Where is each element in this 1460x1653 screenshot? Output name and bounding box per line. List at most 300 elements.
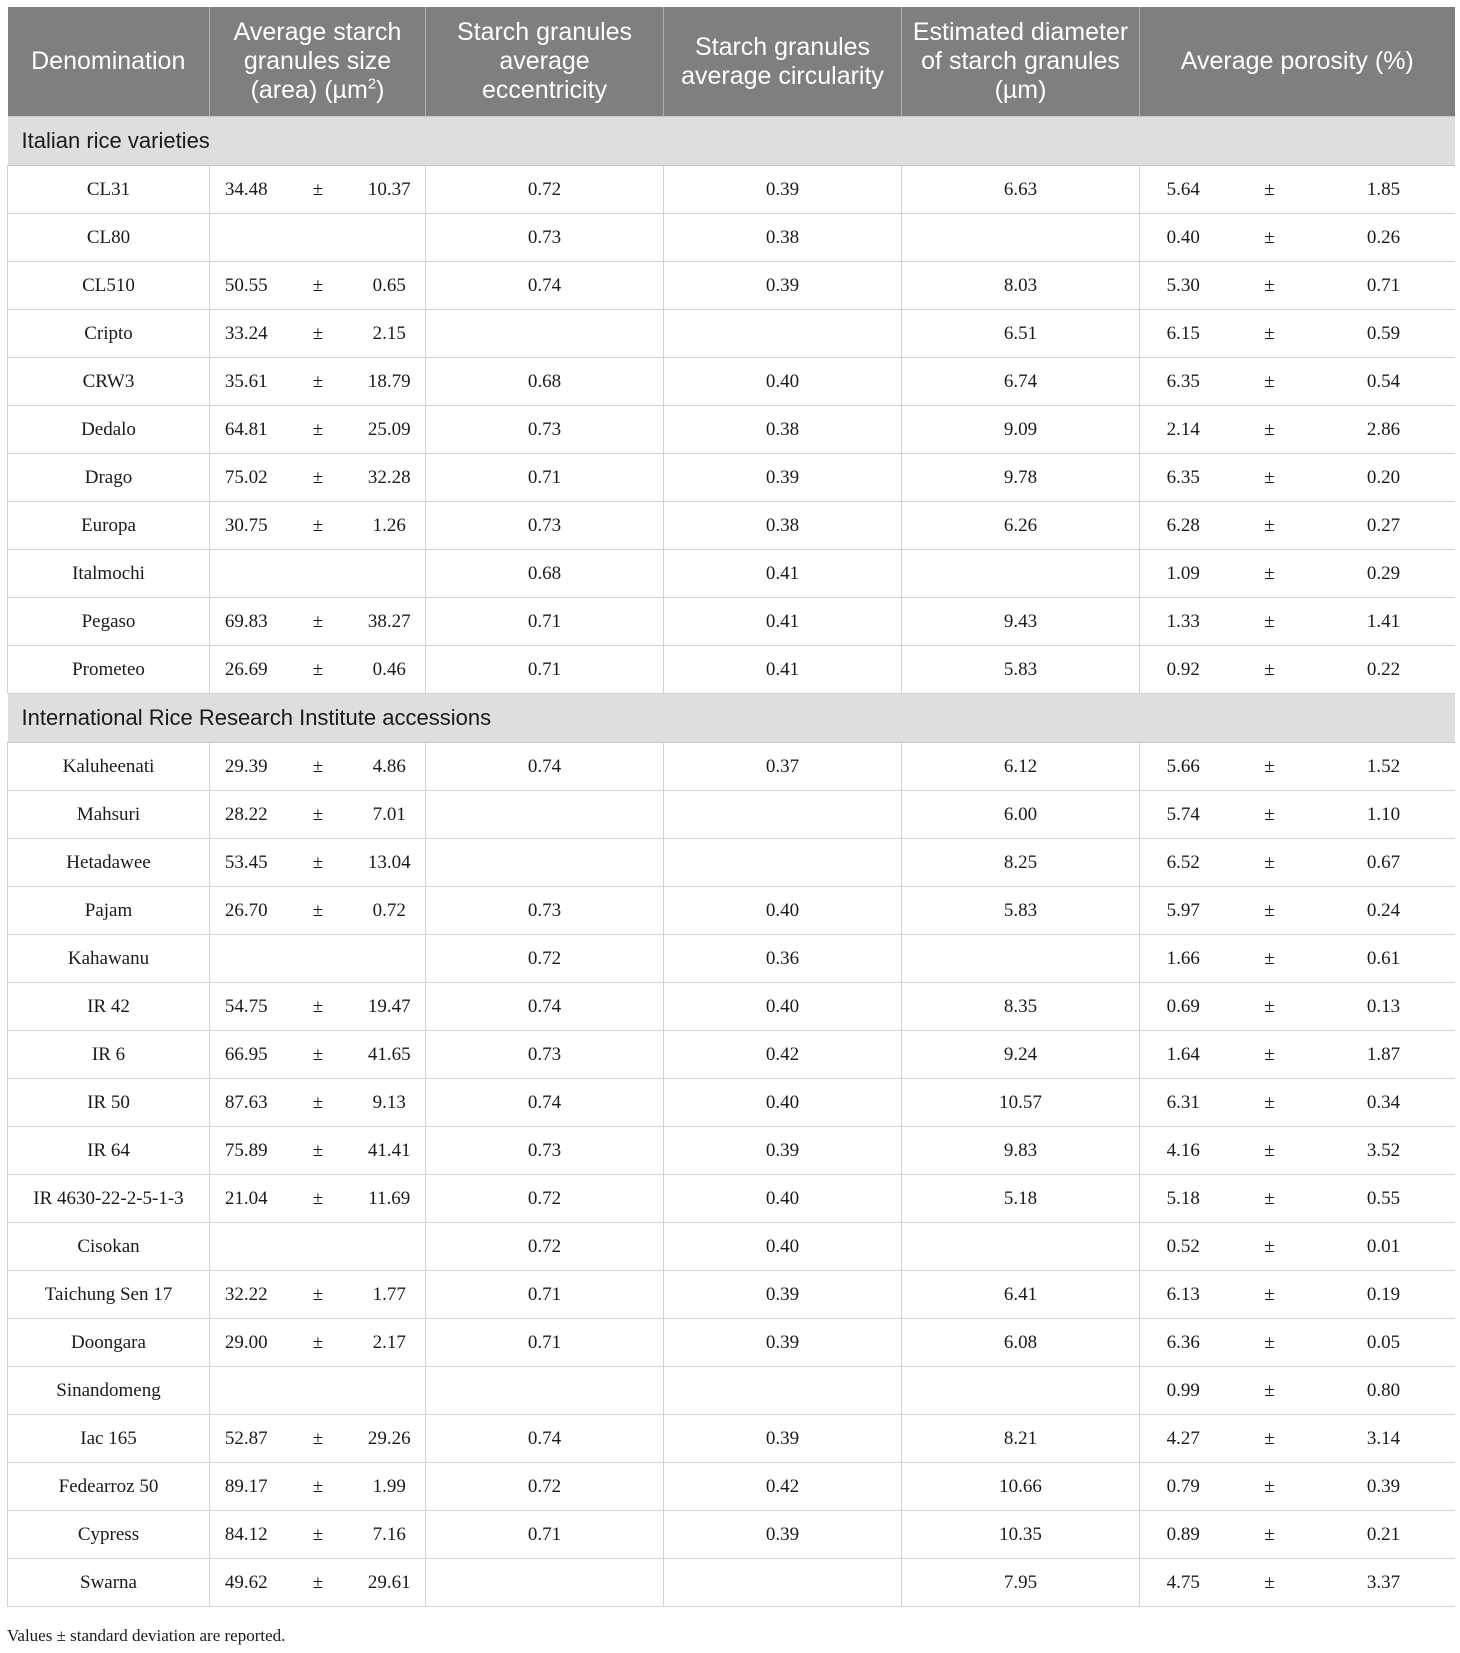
porosity-sd-cell: 0.20 — [1313, 454, 1455, 502]
circularity-cell: 0.42 — [664, 1031, 902, 1079]
porosity-value-cell: 4.16 — [1140, 1127, 1227, 1175]
eccentricity-cell: 0.71 — [426, 646, 664, 694]
size-value-cell: 33.24 — [210, 310, 283, 358]
eccentricity-cell: 0.68 — [426, 550, 664, 598]
porosity-sd-cell: 1.41 — [1313, 598, 1455, 646]
size-value-cell: 28.22 — [210, 791, 283, 839]
porosity-sd-cell: 0.67 — [1313, 839, 1455, 887]
porosity-sd-cell: 0.26 — [1313, 214, 1455, 262]
porosity-sd-cell: 0.71 — [1313, 262, 1455, 310]
porosity-sd-cell: 0.59 — [1313, 310, 1455, 358]
table-body — [8, 117, 1455, 1607]
size-sd-cell: 18.79 — [354, 358, 426, 406]
eccentricity-cell: 0.73 — [426, 502, 664, 550]
table-row — [8, 935, 1455, 983]
size-value-cell: 64.81 — [210, 406, 283, 454]
eccentricity-cell: 0.74 — [426, 983, 664, 1031]
eccentricity-cell: 0.71 — [426, 1271, 664, 1319]
porosity-value-cell: 5.74 — [1140, 791, 1227, 839]
circularity-cell: 0.41 — [664, 646, 902, 694]
porosity-plusminus-cell: ± — [1227, 983, 1313, 1031]
size-plusminus-cell: ± — [283, 646, 354, 694]
circularity-cell: 0.38 — [664, 214, 902, 262]
size-value-cell — [210, 1223, 283, 1271]
table-row — [8, 454, 1455, 502]
size-value-cell — [210, 935, 283, 983]
porosity-plusminus-cell: ± — [1227, 502, 1313, 550]
table-row — [8, 1079, 1455, 1127]
eccentricity-cell: 0.72 — [426, 1223, 664, 1271]
starch-granules-table — [7, 7, 1455, 1607]
denomination-cell: Prometeo — [8, 646, 210, 694]
size-value-cell: 35.61 — [210, 358, 283, 406]
porosity-value-cell: 6.31 — [1140, 1079, 1227, 1127]
porosity-value-cell: 6.36 — [1140, 1319, 1227, 1367]
diameter-cell — [902, 1223, 1140, 1271]
table-row — [8, 262, 1455, 310]
porosity-sd-cell: 0.05 — [1313, 1319, 1455, 1367]
size-sd-cell: 7.16 — [354, 1511, 426, 1559]
circularity-cell: 0.38 — [664, 502, 902, 550]
eccentricity-cell: 0.73 — [426, 406, 664, 454]
eccentricity-cell: 0.72 — [426, 1463, 664, 1511]
size-value-cell — [210, 1367, 283, 1415]
table-row — [8, 646, 1455, 694]
circularity-cell: 0.40 — [664, 1079, 902, 1127]
porosity-plusminus-cell: ± — [1227, 406, 1313, 454]
size-plusminus-cell: ± — [283, 1127, 354, 1175]
circularity-cell: 0.40 — [664, 887, 902, 935]
size-plusminus-cell: ± — [283, 791, 354, 839]
porosity-sd-cell: 0.54 — [1313, 358, 1455, 406]
eccentricity-cell: 0.74 — [426, 743, 664, 791]
size-plusminus-cell: ± — [283, 454, 354, 502]
porosity-plusminus-cell: ± — [1227, 454, 1313, 502]
porosity-value-cell: 0.99 — [1140, 1367, 1227, 1415]
porosity-plusminus-cell: ± — [1227, 887, 1313, 935]
size-plusminus-cell: ± — [283, 310, 354, 358]
denomination-cell: Italmochi — [8, 550, 210, 598]
table-footnote: Values ± standard deviation are reported. — [7, 1626, 286, 1645]
table-row — [8, 983, 1455, 1031]
porosity-plusminus-cell: ± — [1227, 1031, 1313, 1079]
size-sd-cell: 13.04 — [354, 839, 426, 887]
circularity-cell: 0.39 — [664, 1127, 902, 1175]
porosity-value-cell: 5.97 — [1140, 887, 1227, 935]
porosity-value-cell: 4.75 — [1140, 1559, 1227, 1607]
table-row — [8, 358, 1455, 406]
size-plusminus-cell — [283, 1367, 354, 1415]
eccentricity-cell: 0.68 — [426, 358, 664, 406]
size-plusminus-cell: ± — [283, 1271, 354, 1319]
circularity-cell: 0.39 — [664, 1319, 902, 1367]
size-value-cell: 32.22 — [210, 1271, 283, 1319]
porosity-sd-cell: 1.85 — [1313, 166, 1455, 214]
porosity-value-cell: 0.52 — [1140, 1223, 1227, 1271]
table-row — [8, 1127, 1455, 1175]
denomination-cell: IR 42 — [8, 983, 210, 1031]
diameter-cell: 6.74 — [902, 358, 1140, 406]
eccentricity-cell: 0.73 — [426, 214, 664, 262]
porosity-sd-cell: 3.37 — [1313, 1559, 1455, 1607]
denomination-cell: Pajam — [8, 887, 210, 935]
porosity-value-cell: 0.92 — [1140, 646, 1227, 694]
size-value-cell: 29.00 — [210, 1319, 283, 1367]
table-row — [8, 598, 1455, 646]
denomination-cell: Cripto — [8, 310, 210, 358]
table-row — [8, 791, 1455, 839]
diameter-cell: 10.66 — [902, 1463, 1140, 1511]
porosity-value-cell: 6.15 — [1140, 310, 1227, 358]
denomination-cell: Hetadawee — [8, 839, 210, 887]
diameter-cell: 9.43 — [902, 598, 1140, 646]
size-plusminus-cell: ± — [283, 1415, 354, 1463]
circularity-cell: 0.38 — [664, 406, 902, 454]
circularity-cell: 0.36 — [664, 935, 902, 983]
size-plusminus-cell: ± — [283, 983, 354, 1031]
diameter-cell: 5.18 — [902, 1175, 1140, 1223]
size-value-cell: 84.12 — [210, 1511, 283, 1559]
size-value-cell: 53.45 — [210, 839, 283, 887]
porosity-plusminus-cell: ± — [1227, 550, 1313, 598]
size-plusminus-cell — [283, 214, 354, 262]
diameter-cell: 5.83 — [902, 887, 1140, 935]
table-row — [8, 743, 1455, 791]
size-value-cell: 75.89 — [210, 1127, 283, 1175]
denomination-cell: Fedearroz 50 — [8, 1463, 210, 1511]
size-sd-cell: 1.99 — [354, 1463, 426, 1511]
porosity-plusminus-cell: ± — [1227, 1511, 1313, 1559]
porosity-value-cell: 6.52 — [1140, 839, 1227, 887]
porosity-plusminus-cell: ± — [1227, 262, 1313, 310]
denomination-cell: Taichung Sen 17 — [8, 1271, 210, 1319]
porosity-sd-cell: 1.87 — [1313, 1031, 1455, 1079]
size-sd-cell — [354, 935, 426, 983]
circularity-cell — [664, 1559, 902, 1607]
circularity-cell: 0.37 — [664, 743, 902, 791]
size-plusminus-cell: ± — [283, 1463, 354, 1511]
size-plusminus-cell: ± — [283, 1319, 354, 1367]
eccentricity-cell — [426, 1367, 664, 1415]
diameter-cell: 8.35 — [902, 983, 1140, 1031]
header-eccentricity: Starch granules average eccentricity — [426, 7, 664, 117]
diameter-cell: 10.57 — [902, 1079, 1140, 1127]
denomination-cell: Kahawanu — [8, 935, 210, 983]
header-porosity: Average porosity (%) — [1140, 7, 1455, 117]
denomination-cell: Doongara — [8, 1319, 210, 1367]
size-value-cell: 87.63 — [210, 1079, 283, 1127]
header-row — [8, 7, 1455, 117]
eccentricity-cell: 0.72 — [426, 1175, 664, 1223]
diameter-cell: 7.95 — [902, 1559, 1140, 1607]
diameter-cell: 6.26 — [902, 502, 1140, 550]
size-sd-cell: 0.72 — [354, 887, 426, 935]
eccentricity-cell: 0.73 — [426, 1031, 664, 1079]
porosity-plusminus-cell: ± — [1227, 1079, 1313, 1127]
porosity-value-cell: 1.33 — [1140, 598, 1227, 646]
header-circularity: Starch granules average circularity — [664, 7, 902, 117]
size-plusminus-cell: ± — [283, 1175, 354, 1223]
diameter-cell — [902, 214, 1140, 262]
denomination-cell: Kaluheenati — [8, 743, 210, 791]
porosity-plusminus-cell: ± — [1227, 1127, 1313, 1175]
table-row — [8, 839, 1455, 887]
size-sd-cell: 0.46 — [354, 646, 426, 694]
table-row — [8, 1271, 1455, 1319]
porosity-sd-cell: 1.10 — [1313, 791, 1455, 839]
circularity-cell — [664, 839, 902, 887]
porosity-value-cell: 4.27 — [1140, 1415, 1227, 1463]
size-value-cell: 26.69 — [210, 646, 283, 694]
denomination-cell: Sinandomeng — [8, 1367, 210, 1415]
eccentricity-cell: 0.73 — [426, 1127, 664, 1175]
eccentricity-cell: 0.73 — [426, 887, 664, 935]
size-sd-cell: 10.37 — [354, 166, 426, 214]
porosity-sd-cell: 1.52 — [1313, 743, 1455, 791]
section-header-row — [8, 117, 1455, 166]
denomination-cell: Europa — [8, 502, 210, 550]
section-title: International Rice Research Institute accessions — [8, 694, 1455, 743]
size-sd-cell: 0.65 — [354, 262, 426, 310]
size-plusminus-cell: ± — [283, 166, 354, 214]
porosity-plusminus-cell: ± — [1227, 646, 1313, 694]
size-sd-cell: 29.61 — [354, 1559, 426, 1607]
size-sd-cell: 2.17 — [354, 1319, 426, 1367]
porosity-value-cell: 6.28 — [1140, 502, 1227, 550]
size-plusminus-cell: ± — [283, 1031, 354, 1079]
header-denomination: Denomination — [8, 7, 210, 117]
size-plusminus-cell — [283, 550, 354, 598]
size-plusminus-cell: ± — [283, 262, 354, 310]
size-sd-cell — [354, 1367, 426, 1415]
table-row — [8, 310, 1455, 358]
size-plusminus-cell: ± — [283, 887, 354, 935]
size-plusminus-cell: ± — [283, 743, 354, 791]
circularity-cell: 0.42 — [664, 1463, 902, 1511]
size-sd-cell: 1.26 — [354, 502, 426, 550]
table-row — [8, 887, 1455, 935]
diameter-cell: 6.63 — [902, 166, 1140, 214]
size-sd-cell: 29.26 — [354, 1415, 426, 1463]
size-sd-cell: 4.86 — [354, 743, 426, 791]
size-value-cell — [210, 550, 283, 598]
circularity-cell: 0.40 — [664, 1223, 902, 1271]
size-plusminus-cell: ± — [283, 1559, 354, 1607]
diameter-cell: 6.12 — [902, 743, 1140, 791]
eccentricity-cell — [426, 310, 664, 358]
porosity-plusminus-cell: ± — [1227, 935, 1313, 983]
size-plusminus-cell: ± — [283, 839, 354, 887]
size-value-cell: 21.04 — [210, 1175, 283, 1223]
size-plusminus-cell — [283, 1223, 354, 1271]
circularity-cell: 0.39 — [664, 262, 902, 310]
diameter-cell: 6.41 — [902, 1271, 1140, 1319]
eccentricity-cell — [426, 791, 664, 839]
header-granule-size: Average starch granules size (area) (µm$^2$) — [210, 7, 426, 117]
size-plusminus-cell: ± — [283, 1079, 354, 1127]
porosity-value-cell: 2.14 — [1140, 406, 1227, 454]
diameter-cell: 9.09 — [902, 406, 1140, 454]
eccentricity-cell: 0.71 — [426, 598, 664, 646]
denomination-cell: IR 64 — [8, 1127, 210, 1175]
table-row — [8, 1319, 1455, 1367]
table-row — [8, 1463, 1455, 1511]
denomination-cell: Mahsuri — [8, 791, 210, 839]
circularity-cell: 0.40 — [664, 983, 902, 1031]
porosity-sd-cell: 2.86 — [1313, 406, 1455, 454]
size-plusminus-cell: ± — [283, 598, 354, 646]
porosity-sd-cell: 0.55 — [1313, 1175, 1455, 1223]
porosity-plusminus-cell: ± — [1227, 1223, 1313, 1271]
porosity-plusminus-cell: ± — [1227, 1367, 1313, 1415]
denomination-cell: Cypress — [8, 1511, 210, 1559]
porosity-value-cell: 0.69 — [1140, 983, 1227, 1031]
porosity-plusminus-cell: ± — [1227, 839, 1313, 887]
size-value-cell: 26.70 — [210, 887, 283, 935]
diameter-cell: 8.21 — [902, 1415, 1140, 1463]
diameter-cell — [902, 1367, 1140, 1415]
table-row — [8, 406, 1455, 454]
size-sd-cell — [354, 550, 426, 598]
table-row — [8, 1223, 1455, 1271]
porosity-sd-cell: 0.22 — [1313, 646, 1455, 694]
porosity-sd-cell: 0.29 — [1313, 550, 1455, 598]
porosity-value-cell: 5.18 — [1140, 1175, 1227, 1223]
denomination-cell: CRW3 — [8, 358, 210, 406]
denomination-cell: Dedalo — [8, 406, 210, 454]
circularity-cell — [664, 791, 902, 839]
denomination-cell: CL31 — [8, 166, 210, 214]
porosity-sd-cell: 0.80 — [1313, 1367, 1455, 1415]
porosity-plusminus-cell: ± — [1227, 1319, 1313, 1367]
porosity-value-cell: 6.35 — [1140, 358, 1227, 406]
table-row — [8, 1367, 1455, 1415]
size-plusminus-cell: ± — [283, 1511, 354, 1559]
size-sd-cell: 41.65 — [354, 1031, 426, 1079]
table-row — [8, 502, 1455, 550]
diameter-cell: 10.35 — [902, 1511, 1140, 1559]
porosity-plusminus-cell: ± — [1227, 1271, 1313, 1319]
size-sd-cell: 2.15 — [354, 310, 426, 358]
diameter-cell: 9.83 — [902, 1127, 1140, 1175]
porosity-sd-cell: 3.52 — [1313, 1127, 1455, 1175]
header-diameter: Estimated diameter of starch granules (µm) — [902, 7, 1140, 117]
porosity-sd-cell: 0.61 — [1313, 935, 1455, 983]
size-value-cell: 75.02 — [210, 454, 283, 502]
size-value-cell — [210, 214, 283, 262]
size-sd-cell: 19.47 — [354, 983, 426, 1031]
denomination-cell: Swarna — [8, 1559, 210, 1607]
size-value-cell: 66.95 — [210, 1031, 283, 1079]
porosity-sd-cell: 0.39 — [1313, 1463, 1455, 1511]
porosity-plusminus-cell: ± — [1227, 358, 1313, 406]
size-value-cell: 69.83 — [210, 598, 283, 646]
diameter-cell: 8.25 — [902, 839, 1140, 887]
porosity-value-cell: 0.40 — [1140, 214, 1227, 262]
size-sd-cell: 38.27 — [354, 598, 426, 646]
circularity-cell: 0.39 — [664, 1271, 902, 1319]
porosity-plusminus-cell: ± — [1227, 1559, 1313, 1607]
table-row — [8, 1559, 1455, 1607]
porosity-sd-cell: 0.19 — [1313, 1271, 1455, 1319]
size-value-cell: 49.62 — [210, 1559, 283, 1607]
porosity-plusminus-cell: ± — [1227, 310, 1313, 358]
circularity-cell: 0.40 — [664, 1175, 902, 1223]
porosity-value-cell: 1.66 — [1140, 935, 1227, 983]
eccentricity-cell — [426, 839, 664, 887]
eccentricity-cell: 0.71 — [426, 1511, 664, 1559]
size-value-cell: 52.87 — [210, 1415, 283, 1463]
denomination-cell: IR 4630-22-2-5-1-3 — [8, 1175, 210, 1223]
table-row — [8, 1031, 1455, 1079]
porosity-plusminus-cell: ± — [1227, 598, 1313, 646]
diameter-cell: 5.83 — [902, 646, 1140, 694]
porosity-value-cell: 1.64 — [1140, 1031, 1227, 1079]
table-row — [8, 214, 1455, 262]
section-header-row — [8, 694, 1455, 743]
denomination-cell: IR 6 — [8, 1031, 210, 1079]
porosity-value-cell: 5.66 — [1140, 743, 1227, 791]
porosity-plusminus-cell: ± — [1227, 214, 1313, 262]
porosity-plusminus-cell: ± — [1227, 166, 1313, 214]
diameter-cell: 6.08 — [902, 1319, 1140, 1367]
porosity-sd-cell: 0.01 — [1313, 1223, 1455, 1271]
circularity-cell: 0.41 — [664, 598, 902, 646]
porosity-value-cell: 6.13 — [1140, 1271, 1227, 1319]
size-plusminus-cell: ± — [283, 358, 354, 406]
porosity-plusminus-cell: ± — [1227, 791, 1313, 839]
denomination-cell: Pegaso — [8, 598, 210, 646]
size-sd-cell: 1.77 — [354, 1271, 426, 1319]
size-value-cell: 29.39 — [210, 743, 283, 791]
size-value-cell: 30.75 — [210, 502, 283, 550]
denomination-cell: IR 50 — [8, 1079, 210, 1127]
size-value-cell: 50.55 — [210, 262, 283, 310]
circularity-cell: 0.39 — [664, 1415, 902, 1463]
size-sd-cell: 9.13 — [354, 1079, 426, 1127]
eccentricity-cell: 0.74 — [426, 1079, 664, 1127]
porosity-sd-cell: 0.13 — [1313, 983, 1455, 1031]
porosity-plusminus-cell: ± — [1227, 1415, 1313, 1463]
table-row — [8, 1415, 1455, 1463]
porosity-sd-cell: 0.34 — [1313, 1079, 1455, 1127]
table-row — [8, 1175, 1455, 1223]
diameter-cell: 9.78 — [902, 454, 1140, 502]
size-sd-cell — [354, 1223, 426, 1271]
size-sd-cell: 25.09 — [354, 406, 426, 454]
eccentricity-cell: 0.71 — [426, 454, 664, 502]
eccentricity-cell: 0.74 — [426, 262, 664, 310]
porosity-plusminus-cell: ± — [1227, 743, 1313, 791]
denomination-cell: Iac 165 — [8, 1415, 210, 1463]
table-row — [8, 550, 1455, 598]
size-sd-cell: 11.69 — [354, 1175, 426, 1223]
porosity-value-cell: 0.89 — [1140, 1511, 1227, 1559]
size-sd-cell: 7.01 — [354, 791, 426, 839]
porosity-sd-cell: 0.27 — [1313, 502, 1455, 550]
table-row — [8, 166, 1455, 214]
eccentricity-cell: 0.72 — [426, 166, 664, 214]
eccentricity-cell: 0.71 — [426, 1319, 664, 1367]
circularity-cell: 0.39 — [664, 166, 902, 214]
size-value-cell: 34.48 — [210, 166, 283, 214]
size-plusminus-cell — [283, 935, 354, 983]
denomination-cell: CL80 — [8, 214, 210, 262]
diameter-cell: 8.03 — [902, 262, 1140, 310]
eccentricity-cell — [426, 1559, 664, 1607]
table-row — [8, 1511, 1455, 1559]
diameter-cell: 6.51 — [902, 310, 1140, 358]
